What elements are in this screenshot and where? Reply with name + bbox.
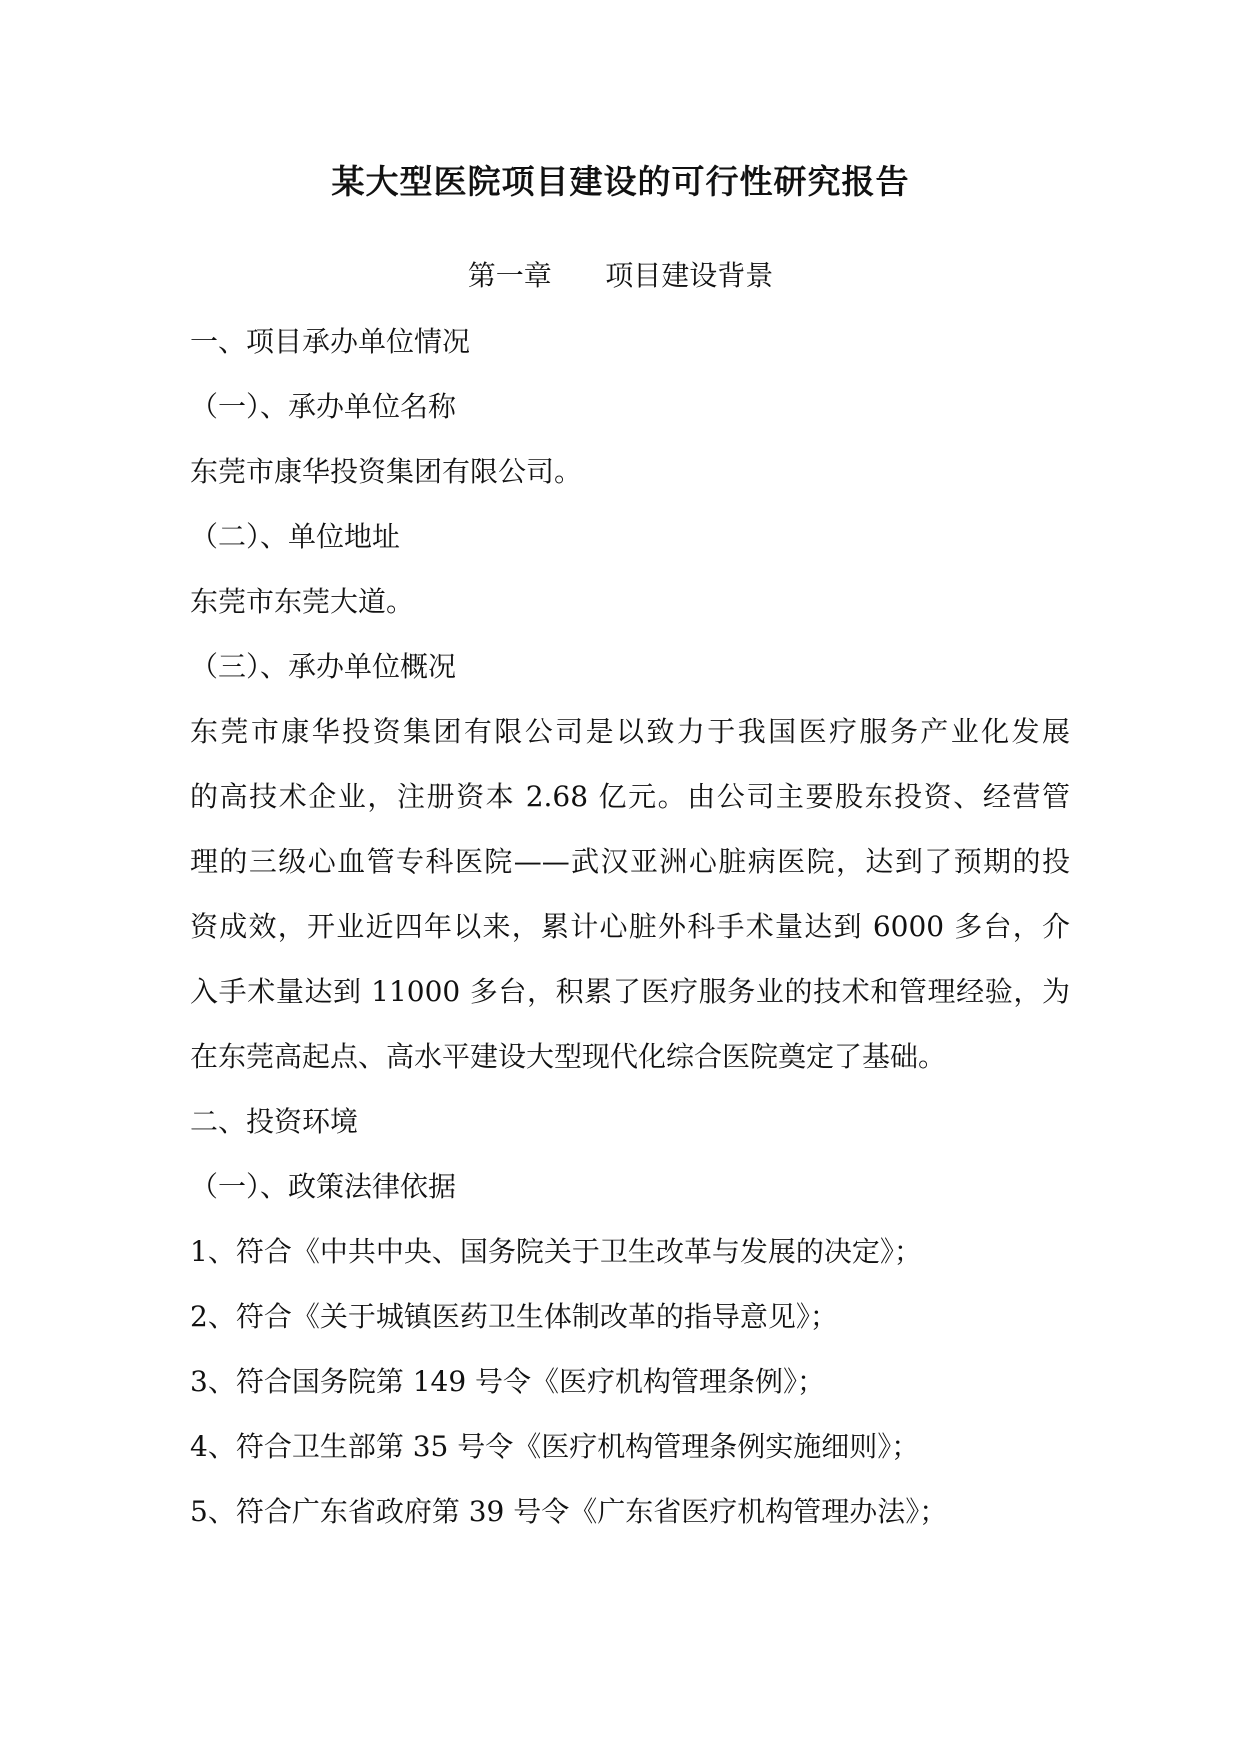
section-heading: 一、项目承办单位情况 [190,325,471,358]
company-overview-paragraph [190,712,1070,1102]
subsection-heading: （一）、政策法律依据 [190,1170,457,1203]
list-item: 1、符合《中共中央、国务院关于卫生改革与发展的决定》； [190,1235,922,1268]
list-item: 5、符合广东省政府第 39 号令《广东省医疗机构管理办法》； [190,1495,948,1528]
body-text: 东莞市康华投资集团有限公司。 [190,455,583,488]
list-item: 4、符合卫生部第 35 号令《医疗机构管理条例实施细则》； [190,1430,920,1463]
paragraph-line: 理的三级心血管专科医院——武汉亚洲心脏病医院，达到了预期的投 [190,845,1070,878]
document-title: 某大型医院项目建设的可行性研究报告 [331,162,910,201]
list-item: 2、符合《关于城镇医药卫生体制改革的指导意见》； [190,1300,838,1333]
document-body [190,322,1070,1557]
paragraph-line: 入手术量达到 11000 多台，积累了医疗服务业的技术和管理经验，为 [190,975,1070,1008]
list-item: 3、符合国务院第 149 号令《医疗机构管理条例》； [190,1365,826,1398]
subsection-heading: （二）、单位地址 [190,520,401,553]
subsection-heading: （三）、承办单位概况 [190,650,457,683]
paragraph-line: 在东莞高起点、高水平建设大型现代化综合医院奠定了基础。 [190,1040,947,1073]
chapter-heading: 第一章 项目建设背景 [467,259,774,292]
section-heading: 二、投资环境 [190,1105,359,1138]
paragraph-line: 东莞市康华投资集团有限公司是以致力于我国医疗服务产业化发展 [190,715,1070,748]
subsection-heading: （一）、承办单位名称 [190,390,457,423]
paragraph-line: 的高技术企业，注册资本 2.68 亿元。由公司主要股东投资、经营管 [190,780,1070,813]
paragraph-line: 资成效，开业近四年以来，累计心脏外科手术量达到 6000 多台，介 [190,910,1070,943]
body-text: 东莞市东莞大道。 [190,585,415,618]
